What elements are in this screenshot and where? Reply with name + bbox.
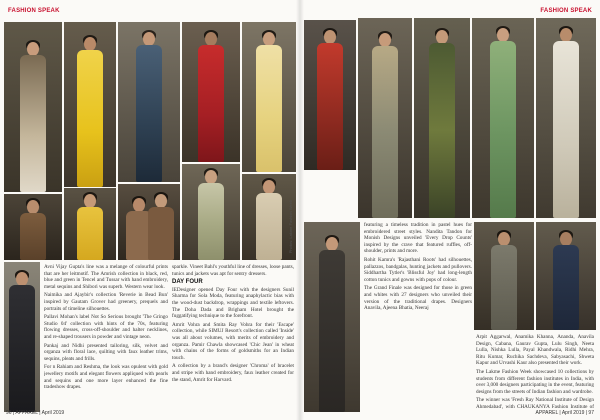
folio-right: APPAREL | April 2019 | 97: [535, 410, 594, 416]
runway-photo-16: [536, 18, 596, 218]
folio-left: 96 | APPAREL | April 2019: [6, 410, 65, 416]
right-text-col-1: featuring a timeless tradition in pastel hues for embroidered street styles. Nandita Tandon for Monish Designs unveiled 'Every Drop Counts' inspired by the crave that featured ruffles, off-shoulder, prints and more. Rohit Kamra's 'Rajasthani Roots' had silhouettes, pallazzos, bandgalas, hunting jackets and pullovers. Siddhartha Tytler's 'Blissful Joy' had long-length cotton tunics and gowns with pops of colour. The Grand Finale was designed for those in green and whites with 27 designers who unveiled their version of the traditional drapes. Designers Anavila, Ajeena Bhatia, Neeraj: [364, 222, 472, 312]
runway-photo-13: [358, 18, 412, 218]
photo-credit: Photos: Lakme Fashion Week: [288, 200, 293, 254]
runway-photo-7: [64, 188, 116, 260]
runway-photo-15: [472, 18, 534, 218]
runway-photo-12: [304, 20, 356, 170]
left-text-col-1: Avni Vijay Gupta's line was a melange of colourful prints that are her leitmotif. The Amrish collection in black, red, blue and green in Tencel and Tussar with hand embroidery, metal sequins and Shibori was superb. Western wear look. Naimika and Ajaybir's collection 'Reverie in Bead Bun' inspired by Gautam Grover had greenery, prequels and portraits of timeline silhouettes. Pallavi Mohan's label Not So Serious brought 'The Gringo Studio 04' collection with hints of the 70s, featuring flowing dresses, cross-off-shoulder and halter necklines, and re-shaped trousers in powder and vintage neon. Pankaj and Nidhi presented tailoring, silk, velvet and organza with floral lace, quilting with faux leather trims, sequins, pleats and frills. For n Rahiam and Reshma, the look was opulent with gold jewellery motifs and elegant flowers appliqued with pearls and sequins and one more layer enhanced the fine tradeshow drapes.: [44, 264, 168, 391]
runway-photo-5: [242, 22, 296, 172]
runway-photo-14: [414, 18, 470, 218]
right-page: [300, 0, 600, 420]
right-text-col-2: Arpit Aggarwal, Anamika Khanna, Ananda, Anavila Design, Cabana, Gaurav Gupta, Lulu Singh, Neeta Lulla, Nishka Lulla, Payal Khandwala, Ridhi Mehra, Ritu Kumar, Ruchika Sachdeva, Sabyasachi, Shweta Kapur and Urvashi Kaur also presented their work. The Lakme Fashion Week showcased 10 collections by students from different fashion institutes in India, with over 3,000 designers participating in the event, featuring designs from the streets of Indian fashion and wardrobe. The winner was 'Fresh Ray National Institute of Design Ahmedabad', with CHAUKANYA Fashion Institute of: [476, 334, 594, 410]
gutter-shadow: [296, 0, 304, 420]
left-text-col-2: sparkle. Vineet Bahl's youthful line of dresses, loose pants, tunics and jackets was apt for sentry dressers. DAY FOUR IEDesigner opened Day Four with the designers Sunil Sharma for Sola Moda, featuring anaphylactic bias with the wood-dust backdrop, wrappings and textile leftovers. The Doha Dada and Brigham Hotel brought the fuggatifying technique to the forefront. Amrit Vohra and Smita Ray Vohra for their 'Escape' collection, while SIMUJ Resort's collection called 'Inside' was all about volumes, with merits of embroidery and organza. Pamir Chawla showcased 'Chic Jean' in wheat with chains of the forms of goldsmiths for an Indian touch. A collection by a brand's designer 'Chroma' of bracelet and stripe with hand embroidery, faux leather created for the stand, Amrit for Harvard.: [172, 264, 294, 383]
runway-photo-18: [474, 222, 534, 330]
runway-photo-17: [304, 222, 360, 412]
runway-photo-9: [182, 164, 240, 260]
runway-photo-8: [118, 184, 180, 260]
section-tag-right: FASHION SPEAK: [540, 8, 592, 14]
section-tag-left: FASHION SPEAK: [8, 8, 60, 14]
runway-photo-1: [4, 22, 62, 192]
runway-photo-2: [64, 22, 116, 187]
runway-photo-4: [182, 22, 240, 162]
runway-photo-11: [4, 262, 40, 412]
runway-photo-6: [4, 194, 62, 260]
day-four-subhead: DAY FOUR: [172, 279, 203, 286]
runway-photo-19: [536, 222, 596, 330]
runway-photo-3: [118, 22, 180, 182]
